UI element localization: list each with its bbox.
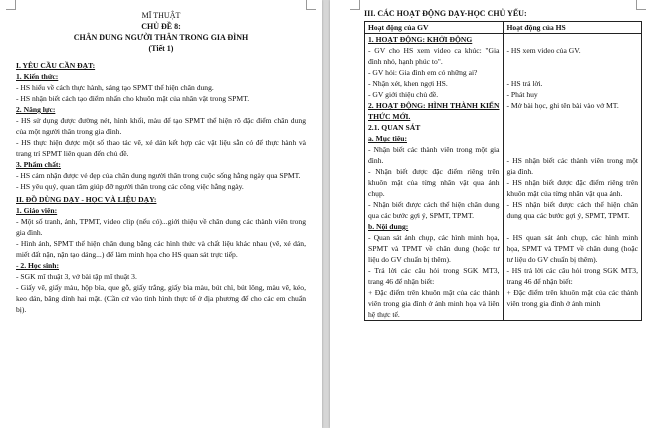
paragraph: - Nhận biết được đặc điểm riêng trên khuôn mặt của từng nhân vật qua ảnh chụp.	[368, 167, 500, 198]
paragraph: - Mở bài học, ghi tên bài vào vở MT.	[506, 101, 619, 110]
subsection-heading: 2. Năng lực:	[16, 105, 56, 114]
student-activity-cell	[503, 34, 642, 321]
left-document-page	[0, 0, 322, 428]
paragraph: - GV hỏi: Gia đình em có những ai?	[368, 68, 478, 77]
right-document-page	[330, 0, 650, 428]
paragraph: - HS yêu quý, quan tâm giúp đỡ người thân trong các công việc hằng ngày.	[16, 182, 244, 191]
subsection-heading: 3. Phẩm chất:	[16, 160, 61, 169]
paragraph: - SGK mĩ thuật 3, vở bài tập mĩ thuật 3.	[16, 272, 137, 281]
paragraph: - Quan sát ảnh chụp, các hình minh họa, SPMT và TPMT về chân dung (hoặc tư liệu do GV chuẩn bị thêm).	[368, 233, 500, 264]
lesson-period: (Tiết 1)	[148, 44, 174, 53]
paragraph: - GV cho HS xem video ca khúc: "Gia đình nhỏ, hạnh phúc to".	[368, 46, 500, 66]
paragraph: - Nhận biết được cách thể hiện chân dung qua các bước gợi ý, SPMT, TPMT.	[368, 200, 500, 220]
paragraph: - HS trả lời các câu hỏi trong SGK MT3, trang 46 để nhận biết:	[506, 266, 638, 286]
paragraph: - HS hiểu về cách thực hành, sáng tạo SPMT thể hiện chân dung.	[16, 83, 214, 92]
subsection-heading: 1. Kiến thức:	[16, 72, 59, 81]
margin-corner-mark	[6, 0, 16, 10]
subject-header: MĨ THUẬT	[141, 11, 181, 20]
subsection-heading: a. Mục tiêu:	[368, 134, 408, 143]
paragraph: - GV giới thiệu chủ đề.	[368, 90, 439, 99]
paragraph: - HS cảm nhận được vẻ đẹp của chân dung người thân trong cuộc sống hằng ngày qua SPMT.	[16, 171, 301, 180]
paragraph: - Giấy vẽ, giấy màu, hộp bìa, que gỗ, giấy trắng, giấy bìa màu, bút chì, bút lông, màu vẽ, kéo, keo dán, băng dính hai mặt. (Cần cứ vào tình hình thực tế ở địa phương để cho các em chuẩn bị).	[16, 283, 306, 314]
margin-corner-mark	[306, 0, 316, 10]
column-header-student: Hoạt động của HS	[503, 22, 642, 34]
paragraph: - HS nhận biết các thành viên trong một gia đình.	[506, 156, 638, 176]
paragraph: - HS sử dụng được đường nét, hình khối, màu để tạo SPMT thể hiện rõ đặc điểm chân dung của một người thân trong gia đình.	[16, 116, 306, 136]
paragraph: + Đặc điểm trên khuôn mặt của các thành viên trong gia đình ở ảnh minh họa và liên hệ thực tế.	[368, 288, 500, 319]
paragraph: - HS nhận biết cách tạo điểm nhấn cho khuôn mặt của nhân vật trong SPMT.	[16, 94, 250, 103]
paragraph: - HS xem video của GV.	[506, 46, 581, 55]
paragraph: - HS quan sát ảnh chụp, các hình minh họa, SPMT và TPMT về chân dung (hoặc tư liệu do GV chuẩn bị thêm).	[506, 233, 638, 264]
right-page-text	[364, 8, 644, 321]
subsection-heading: 2.1. QUAN SÁT	[368, 123, 421, 132]
activity-heading: 2. HOẠT ĐỘNG: HÌNH THÀNH KIẾN THỨC MỚI.	[368, 101, 500, 121]
paragraph: - HS nhận biết được cách thể hiện chân dung qua các bước gợi ý, SPMT, TPMT.	[506, 200, 638, 220]
subsection-heading: b. Nội dung:	[368, 222, 409, 231]
section-heading: II. ĐỒ DÙNG DẠY - HỌC VÀ LIỆU DẠY:	[16, 195, 157, 204]
paragraph: - Một số tranh, ảnh, TPMT, video clip (nếu có)...giới thiệu về chân dung các thành viên trong gia đình.	[16, 217, 306, 237]
paragraph: - HS trả lời.	[506, 79, 543, 88]
teacher-activity-cell	[365, 34, 504, 321]
subsection-heading: - 2. Học sinh:	[16, 261, 60, 270]
paragraph: - HS thực hiện được một số thao tác vẽ, xé dán kết hợp các vật liệu sẵn có để thực hành và trang trí SPMT liên quan đến chủ đề.	[16, 138, 306, 158]
column-header-teacher: Hoạt động của GV	[365, 22, 504, 34]
paragraph: + Đặc điểm trên khuôn mặt của các thành viên trong gia đình ở ảnh minh	[506, 288, 638, 308]
paragraph: - Trả lời các câu hỏi trong SGK MT3, trang 46 để nhận biết:	[368, 266, 500, 286]
paragraph: - Phát huy	[506, 90, 538, 99]
paragraph: - Nhận biết các thành viên trong một gia đình.	[368, 145, 500, 165]
section-heading: III. CÁC HOẠT ĐỘNG DẠY-HỌC CHỦ YẾU:	[364, 9, 527, 18]
margin-corner-mark	[350, 0, 360, 10]
paragraph: - Nhận xét, khen ngợi HS.	[368, 79, 448, 88]
section-heading: I. YÊU CẦU CẦN ĐẠT:	[16, 61, 96, 70]
paragraph: - HS nhận biết được đặc điểm riêng trên khuôn mặt của từng nhân vật qua ảnh.	[506, 178, 638, 198]
activities-table	[364, 21, 642, 321]
subsection-heading: 1. Giáo viên:	[16, 206, 58, 215]
paragraph: - Hình ảnh, SPMT thể hiện chân dung bằng các hình thức và chất liệu khác nhau (vẽ, xé dán, miết đất nặn, nặn tạo dáng...) để làm minh họa cho HS quan sát trực tiếp.	[16, 239, 306, 259]
lesson-title: CHÂN DUNG NGƯỜI THÂN TRONG GIA ĐÌNH	[73, 33, 249, 42]
activity-heading: 1. HOẠT ĐỘNG: KHỞI ĐỘNG	[368, 35, 473, 44]
left-page-text	[16, 10, 306, 315]
topic-number: CHỦ ĐỀ 8:	[141, 22, 181, 31]
